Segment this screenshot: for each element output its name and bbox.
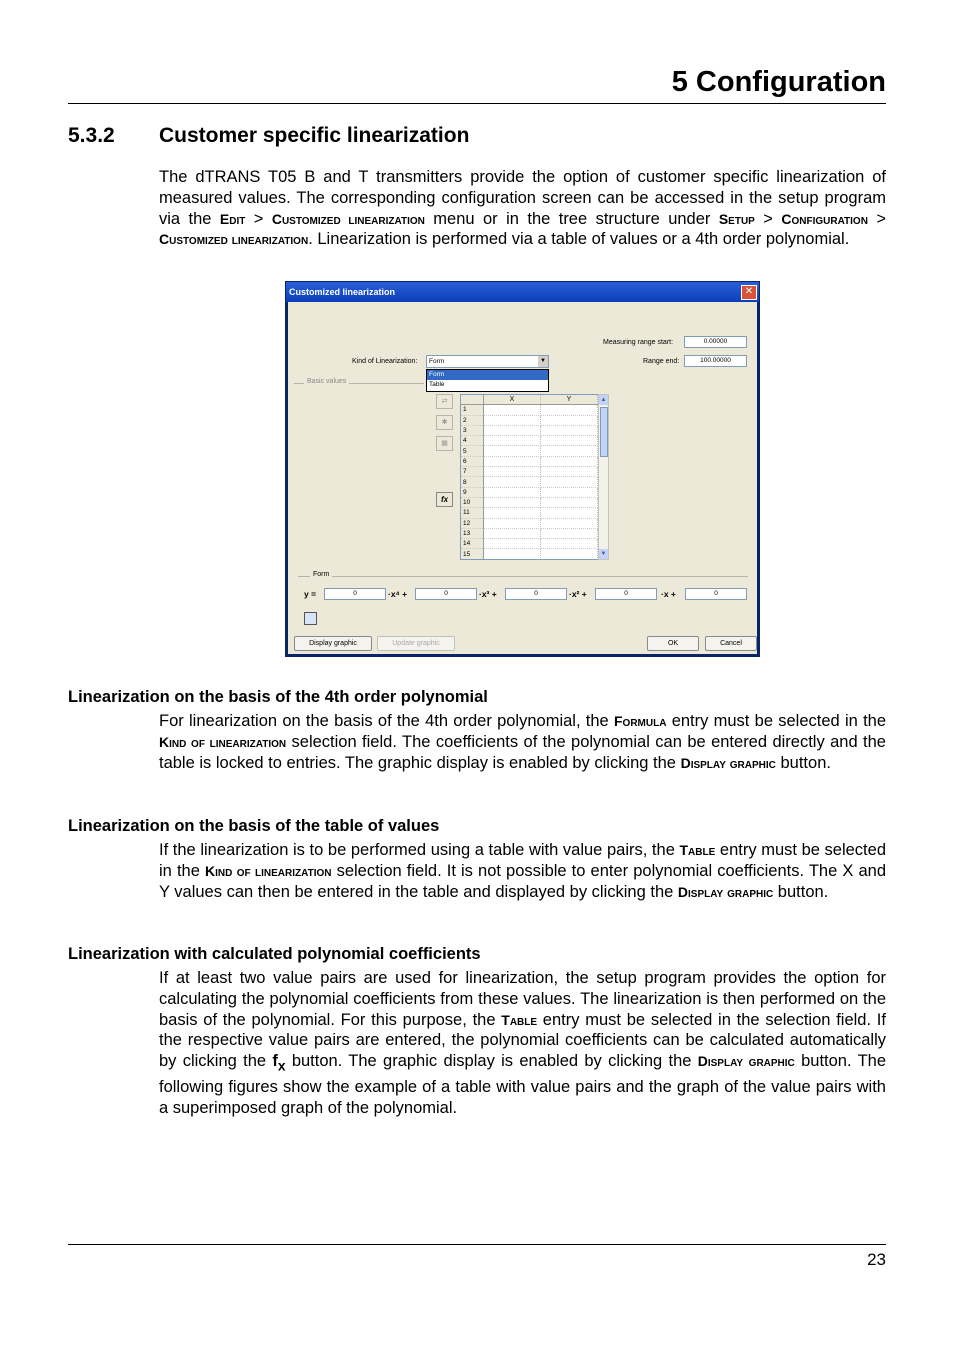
table-header <box>461 395 598 405</box>
subheading-polynomial: Linearization on the basis of the 4th order polynomial <box>68 688 488 706</box>
section-title: Customer specific linearization <box>159 124 470 147</box>
range-end-input[interactable]: 100.00000 <box>684 355 747 367</box>
option-form[interactable]: Form <box>427 370 548 380</box>
table-row: 4 <box>461 436 598 446</box>
coefficient-x0-input[interactable]: 0 <box>685 588 747 600</box>
table-row: 9 <box>461 487 598 497</box>
x4-label: ·x⁴ + <box>388 589 408 599</box>
value-table[interactable] <box>460 394 602 560</box>
x1-label: ·x + <box>661 589 676 599</box>
table-row: 3 <box>461 425 598 435</box>
close-icon[interactable]: ✕ <box>741 285 757 300</box>
display-graphic-button[interactable]: Display graphic <box>294 636 372 651</box>
basic-values-label: Basic values <box>304 378 349 385</box>
table-paragraph: If the linearization is to be performed using a table with value pairs, the Table entry must be selected in the Kind of linearization selection field. It is not possible to enter polynomial coefficients. The X and Y values can then be entered in the table and displayed by clicking the Display graphic button. <box>159 841 886 901</box>
coefficient-x2-input[interactable]: 0 <box>505 588 567 600</box>
header-rule <box>68 103 886 104</box>
table-row: 15 <box>461 549 598 559</box>
calculated-paragraph: If at least two value pairs are used for linearization, the setup program provides the option for calculating the polynomial coefficients from these values. The linearization is then performed on the basis of the polynomial. For this purpose, the Table entry must be selected in the selection field. If the respective value pairs are entered, the polynomial coefficients can be calculated automatically by clicking the $f_x$ button. The graphic display is enabled by clicking the Display graphic button. The following figures show the example of a table with value pairs and the graph of the value pairs with a superimposed graph of the polynomial. <box>159 969 886 1118</box>
form-group <box>298 576 748 577</box>
table-row: 8 <box>461 477 598 487</box>
polynomial-paragraph: For linearization on the basis of the 4th order polynomial, the Formula entry must be selected in the Kind of linearization selection field. The coefficients of the polynomial can be entered directly and the table is locked to entries. The graphic display is enabled by clicking the Display graphic button. <box>159 712 887 772</box>
table-row: 11 <box>461 508 598 518</box>
measuring-range-start-label: Measuring range start: <box>603 339 674 346</box>
scrollbar-thumb[interactable] <box>600 407 608 457</box>
delete-row-icon[interactable]: ✱ <box>436 415 453 430</box>
update-graphic-button[interactable]: Update graphic <box>377 636 455 651</box>
customized-linearization-dialog <box>285 281 760 657</box>
insert-row-icon[interactable]: ⇄ <box>436 394 453 409</box>
clear-table-icon[interactable]: ▦ <box>436 436 453 451</box>
fx-calculate-button[interactable]: fx <box>436 492 453 507</box>
table-row: 13 <box>461 528 598 538</box>
footer-rule <box>68 1244 886 1245</box>
table-row: 1 <box>461 405 598 415</box>
table-row: 10 <box>461 497 598 507</box>
table-row: 14 <box>461 539 598 549</box>
section-number: 5.3.2 <box>68 124 115 147</box>
kind-of-linearization-label: Kind of Linearization: <box>352 358 418 365</box>
table-row: 7 <box>461 467 598 477</box>
table-row: 12 <box>461 518 598 528</box>
x3-label: ·x³ + <box>479 589 497 599</box>
ok-button[interactable]: OK <box>647 636 699 651</box>
chevron-down-icon[interactable]: ▼ <box>538 356 548 367</box>
coefficient-x3-input[interactable]: 0 <box>415 588 477 600</box>
scroll-down-icon[interactable]: ▼ <box>600 551 607 557</box>
chapter-title: 5 Configuration <box>671 66 886 98</box>
form-group-label: Form <box>310 571 332 578</box>
column-x-header: X <box>484 395 541 405</box>
table-scrollbar[interactable] <box>598 394 609 560</box>
page-number: 23 <box>867 1250 886 1269</box>
coefficient-x4-input[interactable]: 0 <box>324 588 386 600</box>
measuring-range-start-input[interactable]: 0.00000 <box>684 336 747 348</box>
kind-of-linearization-select[interactable]: Form ▼ <box>426 355 549 368</box>
subheading-calculated: Linearization with calculated polynomial coefficients <box>68 945 481 963</box>
table-row: 6 <box>461 456 598 466</box>
range-end-label: Range end: <box>643 358 680 365</box>
coefficient-x1-input[interactable]: 0 <box>595 588 657 600</box>
option-table[interactable]: Table <box>429 381 445 388</box>
y-equals-label: y = <box>304 589 317 599</box>
column-y-header: Y <box>541 395 598 405</box>
intro-paragraph: The dTRANS T05 B and T transmitters provide the option of customer specific linearization of measured values. The corresponding configuration screen can be accessed in the setup program via the Edit > Customized linearization menu or in the tree structure under Setup > Configuration > Customized linearization. Linearization is performed via a table of values or a 4th order polynomial. <box>159 168 886 249</box>
subheading-table: Linearization on the basis of the table of values <box>68 817 440 835</box>
graphic-icon[interactable] <box>304 612 317 625</box>
cancel-button[interactable]: Cancel <box>705 636 757 651</box>
dialog-titlebar: Customized linearization <box>286 282 759 302</box>
scroll-up-icon[interactable]: ▲ <box>600 397 607 403</box>
x2-label: ·x² + <box>569 589 587 599</box>
kind-dropdown-list[interactable] <box>426 369 549 392</box>
table-row: 2 <box>461 415 598 425</box>
dialog-body <box>288 302 757 654</box>
table-row: 5 <box>461 446 598 456</box>
